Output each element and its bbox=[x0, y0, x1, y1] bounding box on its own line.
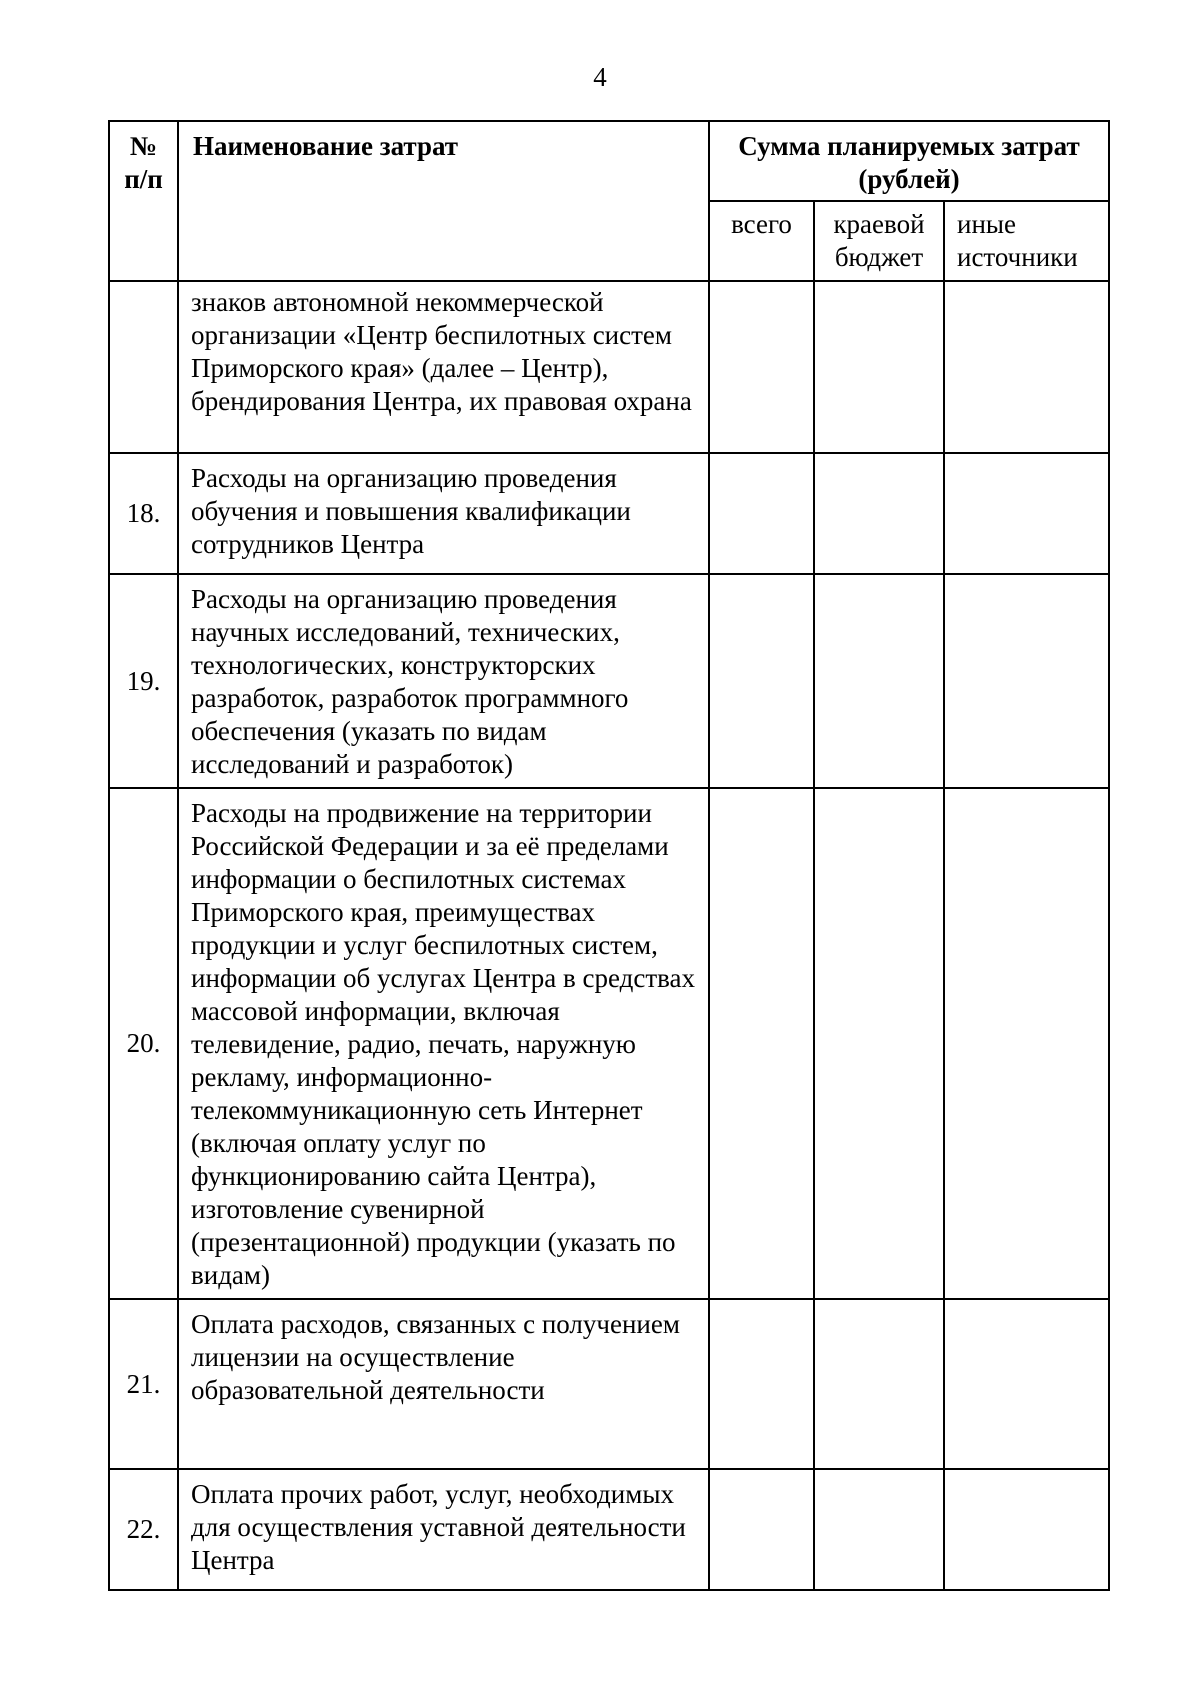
table-header-row bbox=[109, 121, 1109, 201]
row-regional-cell bbox=[814, 453, 944, 574]
row-name: Расходы на организацию проведения обучения и повышения квалификации сотрудников Центра bbox=[178, 453, 709, 574]
row-other-cell bbox=[944, 281, 1109, 453]
row-name: Оплата расходов, связанных с получением лицензии на осуществление образовательной деятельности bbox=[178, 1299, 709, 1469]
row-num: 20. bbox=[109, 788, 178, 1299]
row-name: знаков автономной некоммерческой организации «Центр беспилотных систем Приморского края» (далее – Центр), брендирования Центра, их правовая охрана bbox=[178, 281, 709, 453]
row-regional-cell bbox=[814, 1299, 944, 1469]
row-num: 18. bbox=[109, 453, 178, 574]
row-regional-cell bbox=[814, 1469, 944, 1590]
page-number: 4 bbox=[593, 62, 607, 92]
row-total-cell bbox=[709, 281, 814, 453]
table-row bbox=[109, 1469, 1109, 1590]
row-name: Расходы на продвижение на территории Российской Федерации и за её пределами информации о беспилотных системах Приморского края, преимуществах продукции и услуг беспилотных систем, информации об услугах Центра в средствах массовой информации, включая телевидение, радио, печать, наружную рекламу, информационно-телекоммуникационную сеть Интернет (включая оплату услуг по функционированию сайта Центра), изготовление сувенирной (презентационной) продукции (указать по видам) bbox=[178, 788, 709, 1299]
row-name: Оплата прочих работ, услуг, необходимых для осуществления уставной деятельности Центра bbox=[178, 1469, 709, 1590]
row-total-cell bbox=[709, 788, 814, 1299]
table-row bbox=[109, 1299, 1109, 1469]
header-sum: Сумма планируемых затрат (рублей) bbox=[709, 121, 1109, 201]
table-row bbox=[109, 453, 1109, 574]
row-regional-cell bbox=[814, 788, 944, 1299]
row-regional-cell bbox=[814, 574, 944, 788]
row-num: 22. bbox=[109, 1469, 178, 1590]
row-total-cell bbox=[709, 1299, 814, 1469]
row-total-cell bbox=[709, 453, 814, 574]
row-other-cell bbox=[944, 574, 1109, 788]
header-regional-budget: краевой бюджет bbox=[814, 201, 944, 281]
cost-table bbox=[108, 120, 1110, 1591]
row-other-cell bbox=[944, 1469, 1109, 1590]
row-total-cell bbox=[709, 1469, 814, 1590]
row-regional-cell bbox=[814, 281, 944, 453]
header-other-sources: иные источники bbox=[944, 201, 1109, 281]
row-num: 19. bbox=[109, 574, 178, 788]
table-row bbox=[109, 574, 1109, 788]
row-num bbox=[109, 281, 178, 453]
table-row bbox=[109, 788, 1109, 1299]
header-num: № п/п bbox=[109, 121, 178, 281]
row-other-cell bbox=[944, 788, 1109, 1299]
row-num: 21. bbox=[109, 1299, 178, 1469]
row-total-cell bbox=[709, 574, 814, 788]
row-other-cell bbox=[944, 453, 1109, 574]
header-total: всего bbox=[709, 201, 814, 281]
table-row bbox=[109, 281, 1109, 453]
row-name: Расходы на организацию проведения научных исследований, технических, технологических, конструкторских разработок, разработок программного обеспечения (указать по видам исследований и разработок) bbox=[178, 574, 709, 788]
header-name: Наименование затрат bbox=[178, 121, 709, 281]
row-other-cell bbox=[944, 1299, 1109, 1469]
